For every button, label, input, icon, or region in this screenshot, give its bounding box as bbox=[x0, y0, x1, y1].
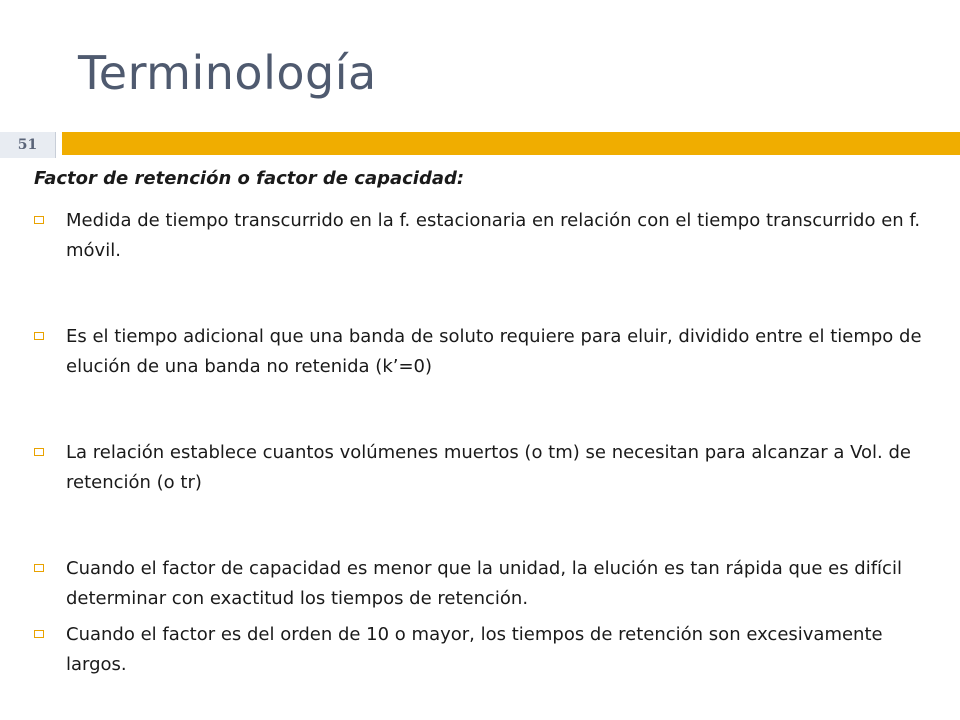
accent-bar bbox=[62, 132, 960, 155]
bullet-text: Cuando el factor de capacidad es menor que la unidad, la elución es tan rápida que es difícil determinar con exactitud los tiempos de retención. bbox=[66, 558, 902, 609]
section-subtitle: Factor de retención o factor de capacidad: bbox=[34, 168, 465, 189]
bullet-item bbox=[30, 322, 940, 382]
bullet-text: Cuando el factor es del orden de 10 o mayor, los tiempos de retención son excesivamente largos. bbox=[66, 624, 883, 675]
bullet-text: Medida de tiempo transcurrido en la f. estacionaria en relación con el tiempo transcurrido en f. móvil. bbox=[66, 210, 921, 261]
hollow-square-icon bbox=[34, 448, 44, 456]
hollow-square-icon bbox=[34, 216, 44, 224]
bullet-text: La relación establece cuantos volúmenes muertos (o tm) se necesitan para alcanzar a Vol. de retención (o tr) bbox=[66, 442, 911, 493]
title-divider bbox=[0, 132, 960, 158]
bullet-text: Es el tiempo adicional que una banda de soluto requiere para eluir, dividido entre el tiempo de elución de una banda no retenida (k’=0) bbox=[66, 326, 922, 377]
bullet-item bbox=[30, 206, 940, 266]
bullet-item bbox=[30, 554, 940, 614]
slide-number: 51 bbox=[0, 132, 56, 158]
slide-title: Terminología bbox=[78, 46, 377, 100]
bullet-item bbox=[30, 438, 940, 498]
hollow-square-icon bbox=[34, 630, 44, 638]
hollow-square-icon bbox=[34, 332, 44, 340]
bullet-item bbox=[30, 620, 940, 680]
bullet-list bbox=[30, 206, 940, 680]
hollow-square-icon bbox=[34, 564, 44, 572]
